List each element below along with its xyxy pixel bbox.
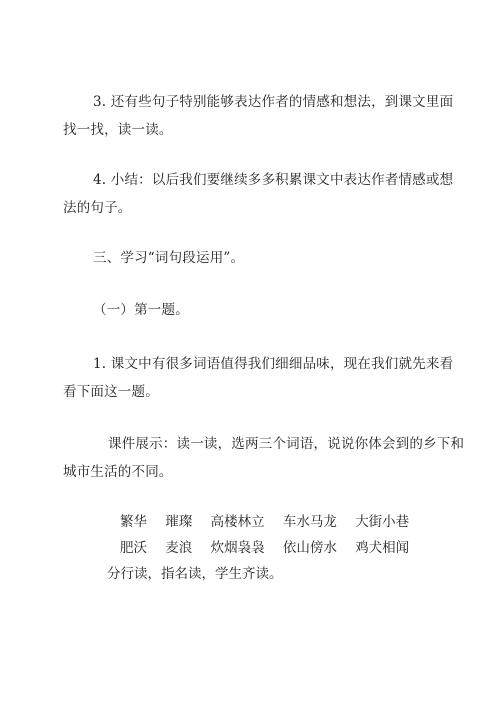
vocab-word: 肥沃 [120,540,147,556]
heading-line: 三、学习“词句段运用”。 [93,250,245,266]
section-heading-3 [93,244,438,272]
paragraph-line: 3. 还有些句子特别能够表达作者的情感和想法，到课文里面 [93,94,454,110]
vocab-word: 高楼林立 [210,514,265,530]
vocab-row-city [120,512,423,532]
vocab-row-countryside [120,538,423,558]
paragraph-1 [63,350,454,406]
paragraph-line: 课件展示：读一读，选两三个词语，说说你体会到的乡下和 [108,436,465,452]
heading-line: （一）第一题。 [93,302,189,318]
paragraph-line: 城市生活的不同。 [63,464,173,480]
vocab-word: 大街小巷 [355,514,410,530]
paragraph-line: 看下面这一题。 [63,384,159,400]
reading-instruction: 分行读，指名读，学生齐读。 [107,566,283,582]
paragraph-line: 找一找，读一读。 [63,122,173,138]
vocab-word: 璀璨 [165,514,193,530]
subsection-heading-1 [93,296,438,324]
courseware-display [63,430,465,486]
paragraph-line: 1. 课文中有很多词语值得我们细细品味，现在我们就先来看 [93,356,454,372]
vocab-word: 车水马龙 [282,514,337,530]
paragraph-4-summary [63,166,454,222]
vocab-word: 鸡犬相闻 [355,540,410,556]
paragraph-3 [63,88,454,144]
paragraph-line: 4. 小结：以后我们要继续多多积累课文中表达作者情感或想 [93,172,454,188]
vocab-word: 麦浪 [165,540,193,556]
vocab-word: 繁华 [120,514,147,530]
vocab-word: 炊烟袅袅 [210,540,265,556]
vocab-word: 依山傍水 [282,540,337,556]
paragraph-line: 法的句子。 [63,200,132,216]
